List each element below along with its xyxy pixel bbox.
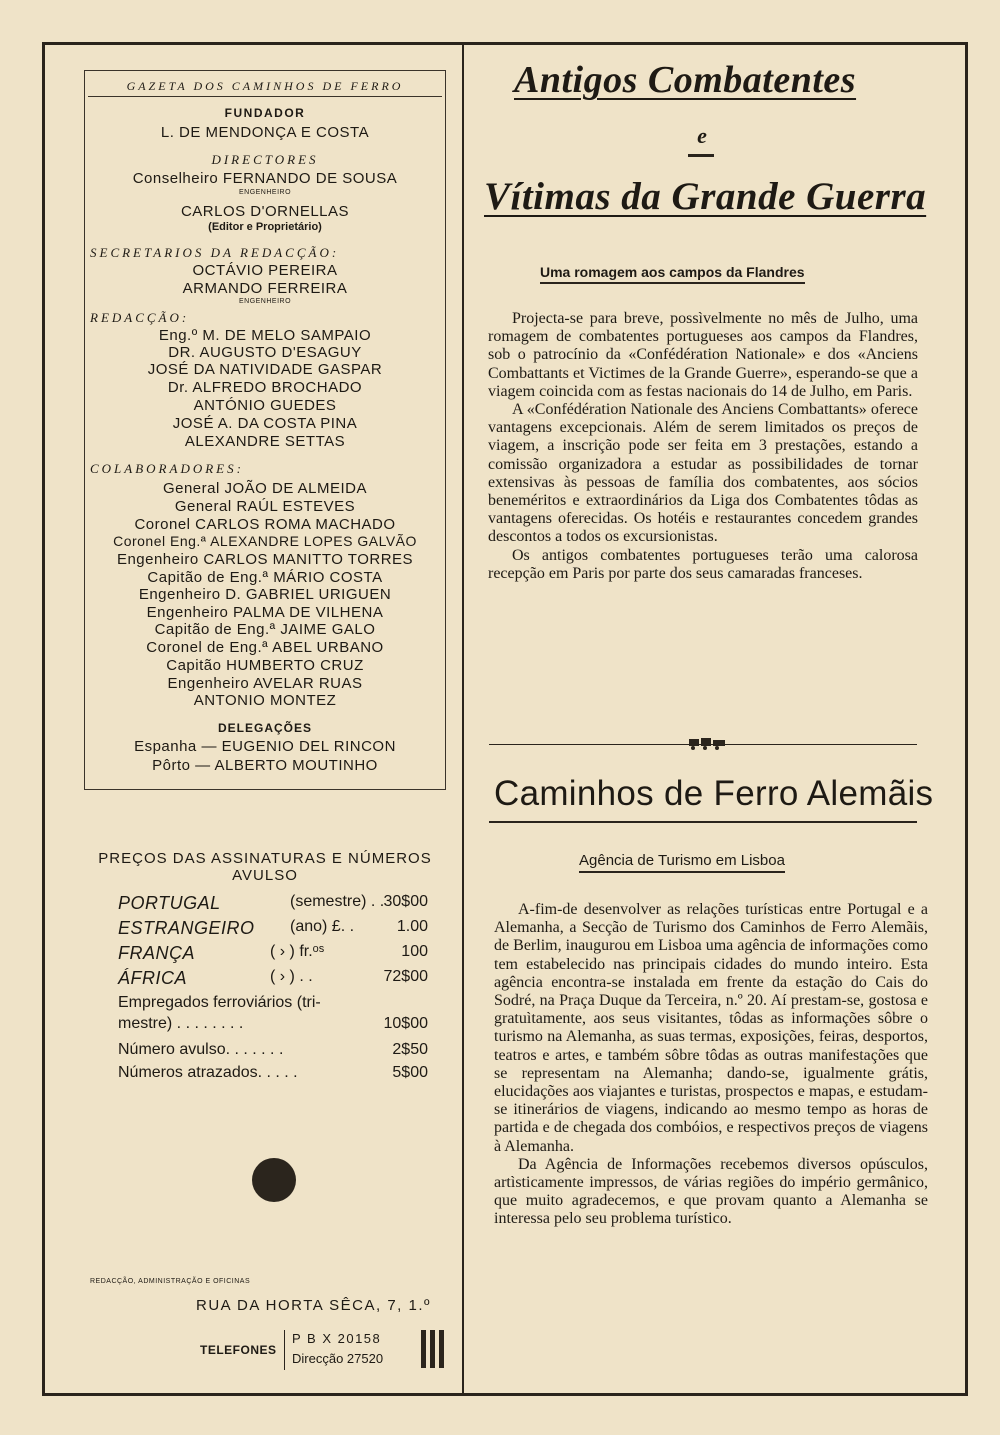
redaccao-member: ALEXANDRE SETTAS — [184, 433, 346, 450]
redaccao-member: JOSÉ A. DA COSTA PINA — [172, 415, 358, 432]
train-icon — [687, 736, 727, 750]
price-row — [118, 893, 428, 917]
office-heading: REDACÇÃO, ADMINISTRAÇÃO E OFICINAS — [90, 1278, 251, 1285]
price-region: PORTUGAL — [118, 893, 221, 913]
prices-heading: PREÇOS DAS ASSINATURAS E NÚMEROS — [98, 850, 432, 867]
colaborador: Coronel de Eng.ª ABEL URBANO — [146, 639, 384, 656]
redaccao-member: DR. AUGUSTO D'ESAGUY — [168, 344, 362, 361]
price-period: ( › ) fr.ᵒˢ — [270, 943, 325, 960]
price-row — [118, 1015, 428, 1039]
phone-bracket — [284, 1330, 285, 1370]
colaborador: Capitão de Eng.ª MÁRIO COSTA — [147, 569, 383, 586]
price-value: 30$00 — [383, 893, 428, 910]
article1-body — [488, 310, 918, 583]
decorative-dot — [249, 1155, 299, 1205]
article1-title-and: e — [697, 123, 707, 148]
colaborador: Capitão HUMBERTO CRUZ — [166, 657, 364, 674]
phone-direccao: Direcção 27520 — [292, 1351, 384, 1366]
secretary-2: ARMANDO FERREIRA — [182, 280, 348, 297]
price-row — [118, 1064, 428, 1088]
director-2: CARLOS D'ORNELLAS — [180, 203, 350, 220]
column-divider — [462, 45, 464, 1393]
colaborador: Engenheiro D. GABRIEL URIGUEN — [138, 586, 392, 603]
paragraph: Os antigos combatentes portugueses terão uma calorosa recepção em Paris por parte dos seus camaradas franceses. — [488, 546, 918, 582]
redaccao-member: Dr. ALFREDO BROCHADO — [167, 379, 363, 396]
price-label: Números atrazados. . . . . — [118, 1064, 298, 1081]
delegation-1: Espanha — EUGENIO DEL RINCON — [134, 738, 396, 755]
director-1: Conselheiro FERNANDO DE SOUSA — [132, 170, 398, 187]
colaborador: General JOÃO DE ALMEIDA — [162, 480, 368, 497]
price-row — [118, 943, 428, 967]
redaccao-member: ANTÓNIO GUEDES — [193, 397, 337, 414]
price-label: Número avulso. . . . . . . — [118, 1041, 284, 1058]
paragraph: Da Agência de Informações recebemos diversos opúsculos, artìsticamente impressos, de várias regiões do império germânico, que muito agradecemos, e que provam quanto a Alemanha se interessa pelo seu problema turístico. — [494, 1155, 928, 1228]
secretary-1: OCTÁVIO PEREIRA — [192, 262, 338, 279]
paragraph: A-fim-de desenvolver as relações turísticas entre Portugal e a Alemanha, a Secção de Turismo dos Caminhos de Ferro Alemãis, de Berlim, inaugurou em Lisboa uma agência de informações como tem estabelecido nas principais cidades do mundo inteiro. Esta agência encontra-se instalada em frente da estação do Cais do Sodré, na Praça Duque da Terceira, n.º 20. Aí prestam-se, gostosa e gratuìtamente, aos seus visitantes, tôdas as informações sôbre o turismo na Alemanha, as suas termas, exposições, feiras, desportos, teatros e artes, e também sôbre tôdas as outras manifestações que se representam na Alemanha; dando-se, igualmente grátis, elucidações aos viajantes e turistas, prospectos e mapas, e estudam-se itinerários de viagens, indicando ao mesmo tempo as horas de partida e de chegada dos combóios, e respectivos preços de viagens à Alemanha. — [494, 901, 928, 1155]
price-value: 5$00 — [392, 1064, 428, 1081]
delegations-heading: DELEGAÇÕES — [217, 721, 312, 735]
price-value: 1.00 — [396, 918, 428, 935]
director-2-note: (Editor e Proprietário) — [208, 221, 322, 233]
paragraph: A «Confédération Nationale des Anciens Combattants» oferece vantagens excepcionais. Além de serem limitados os preços de viagem, a inscrição pode ser feita em 3 prestações, estando a comissão organizadora a estudar as possibilidades de tornar extensivas às pessoas de família dos combatentes, aos sócios beneméritos e extraordinários da Liga dos Combatentes tôdas as vantagens oferecidas. Os hotéis e restaurantes concedem grandes descontos a todos os excursionistas. — [488, 401, 918, 546]
prices-heading-2: AVULSO — [232, 867, 298, 884]
phone-pbx: P B X 20158 — [292, 1331, 382, 1346]
colaborador: Engenheiro PALMA DE VILHENA — [146, 604, 384, 621]
price-value: 2$50 — [392, 1041, 428, 1058]
paragraph: Projecta-se para breve, possìvelmente no mês de Julho, uma romagem de combatentes portugueses aos campos da Flandres, sob o patrocínio da «Confédération Nationale» e dos «Anciens Combattants et Victimes de la Grande Guerre», esperando-se que a viagem coincida com as festas nacionais do 14 de Julho, em Paris. — [488, 310, 918, 400]
article1-title-2: Vítimas da Grande Guerra — [484, 175, 927, 218]
price-label: Empregados ferroviários (tri- — [118, 994, 321, 1011]
founder-name: L. DE MENDONÇA E COSTA — [160, 124, 370, 141]
price-label: mestre) . . . . . . . . — [118, 1015, 244, 1032]
rule-mark — [420, 1330, 446, 1370]
article1-title-1: Antigos Combatentes — [514, 59, 857, 101]
price-value: 100 — [401, 943, 428, 960]
redaccao-member: Eng.º M. DE MELO SAMPAIO — [158, 327, 372, 344]
price-value: 72$00 — [383, 968, 428, 985]
colaboradores-heading: COLABORADORES: — [90, 461, 244, 476]
price-period: (semestre) . . — [290, 893, 385, 910]
colaborador: Engenheiro AVELAR RUAS — [167, 675, 363, 692]
delegation-2: Pôrto — ALBERTO MOUTINHO — [152, 757, 378, 774]
price-region: FRANÇA — [118, 943, 196, 963]
journal-name: GAZETA DOS CAMINHOS DE FERRO — [88, 79, 442, 97]
redaccao-heading: REDACÇÃO: — [90, 310, 190, 325]
colaborador: Coronel Eng.ª ALEXANDRE LOPES GALVÃO — [113, 533, 417, 549]
price-row — [118, 1041, 428, 1065]
redaccao-member: JOSÉ DA NATIVIDADE GASPAR — [147, 361, 383, 378]
secretary-2-note: ENGENHEIRO — [238, 298, 292, 305]
price-value: 10$00 — [383, 1015, 428, 1032]
price-row — [118, 918, 428, 942]
colaborador: Coronel CARLOS ROMA MACHADO — [134, 516, 396, 533]
price-period: (ano) £. . — [290, 918, 355, 935]
colaborador: General RAÚL ESTEVES — [174, 498, 356, 515]
article2-body — [494, 901, 928, 1229]
directors-heading: DIRECTORES — [211, 152, 319, 167]
telefones-label: TELEFONES — [200, 1343, 277, 1357]
colaborador: ANTONIO MONTEZ — [193, 692, 337, 709]
article2-title: Caminhos de Ferro Alemãis — [494, 774, 934, 813]
address: RUA DA HORTA SÊCA, 7, 1.º — [196, 1297, 431, 1314]
price-region: ÁFRICA — [118, 968, 188, 988]
colaborador: Capitão de Eng.ª JAIME GALO — [154, 621, 376, 638]
price-row — [118, 968, 428, 992]
article2-subtitle: Agência de Turismo em Lisboa — [579, 852, 785, 873]
article1-subtitle: Uma romagem aos campos da Flandres — [540, 264, 805, 284]
secretaries-heading: SECRETARIOS DA REDACÇÃO: — [90, 245, 340, 260]
article2-title-rule — [489, 821, 917, 823]
director-1-note: ENGENHEIRO — [238, 189, 292, 196]
price-period: ( › ) . . — [270, 968, 313, 985]
colaborador: Engenheiro CARLOS MANITTO TORRES — [116, 551, 414, 568]
founder-heading: FUNDADOR — [224, 106, 306, 120]
price-region: ESTRANGEIRO — [118, 918, 255, 938]
title-and-rule — [688, 154, 714, 157]
